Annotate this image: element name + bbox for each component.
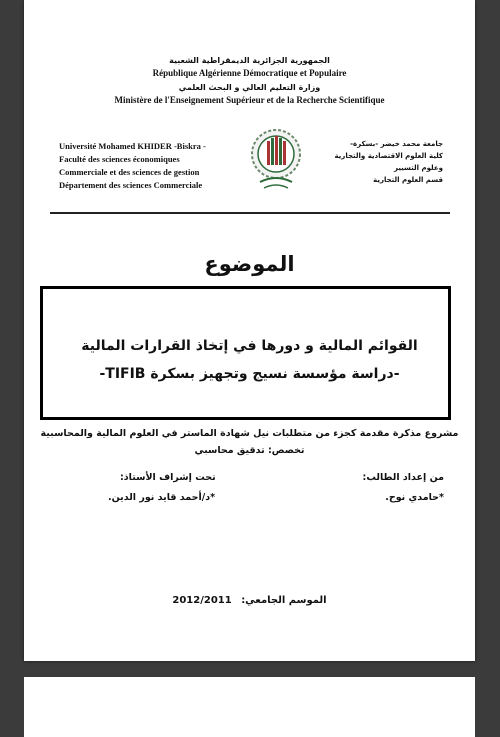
institution-ar-line: كلية العلوم الاقتصادية والتجارية <box>334 152 443 160</box>
header-divider <box>50 212 450 214</box>
institution-ar-line: جامعة محمد خيضر -بسكرة- <box>350 140 443 148</box>
header-fr-republic: République Algérienne Démocratique et Populaire <box>152 68 347 78</box>
academic-year-value: 2012/2011 <box>172 595 232 606</box>
header-ar-republic: الجمهورية الجزائرية الديمقراطية الشعبية <box>169 56 330 65</box>
topic-heading: الموضوع <box>204 252 295 276</box>
student-label: من إعداد الطالب: <box>362 472 444 483</box>
header-ar-ministry: وزارة التعليم العالي و البحث العلمي <box>178 83 321 92</box>
supervisor-label: تحت إشراف الأستاذ: <box>120 472 216 483</box>
thesis-title-line2: -دراسة مؤسسة نسيج وتجهيز بسكرة TIFIB- <box>99 366 400 382</box>
institution-ar-line: وعلوم التسيير <box>393 164 443 172</box>
institution-ar-line: قسم العلوم التجارية <box>373 176 443 184</box>
header-fr-ministry: Ministère de l'Enseignement Supérieur et de la Recherche Scientifique <box>114 95 385 105</box>
institution-fr-line: Département des sciences Commerciale <box>59 180 203 190</box>
specialty: تخصص: تدقيق محاسبي <box>194 445 305 456</box>
university-logo-icon <box>250 124 302 194</box>
document-page <box>24 0 475 661</box>
student-name: *حامدي نوح. <box>385 492 444 503</box>
supervisor-name: *د/أحمد قايد نور الدين. <box>108 492 216 503</box>
next-page <box>24 677 475 737</box>
institution-fr-line: Commerciale et des sciences de gestion <box>59 167 200 177</box>
institution-fr-line: Faculté des sciences économiques <box>59 154 180 164</box>
academic-year <box>24 595 475 606</box>
institution-fr-line: Université Mohamed KHIDER -Biskra - <box>59 141 206 151</box>
thesis-title-line1: القوائم المالية و دورها في إتخاذ القرارات المالية <box>81 338 418 354</box>
academic-year-label: الموسم الجامعي: <box>241 595 327 606</box>
project-description: مشروع مذكرة مقدمة كجزء من متطلبات نيل شهادة الماستر في العلوم المالية والمحاسبية <box>40 428 459 439</box>
